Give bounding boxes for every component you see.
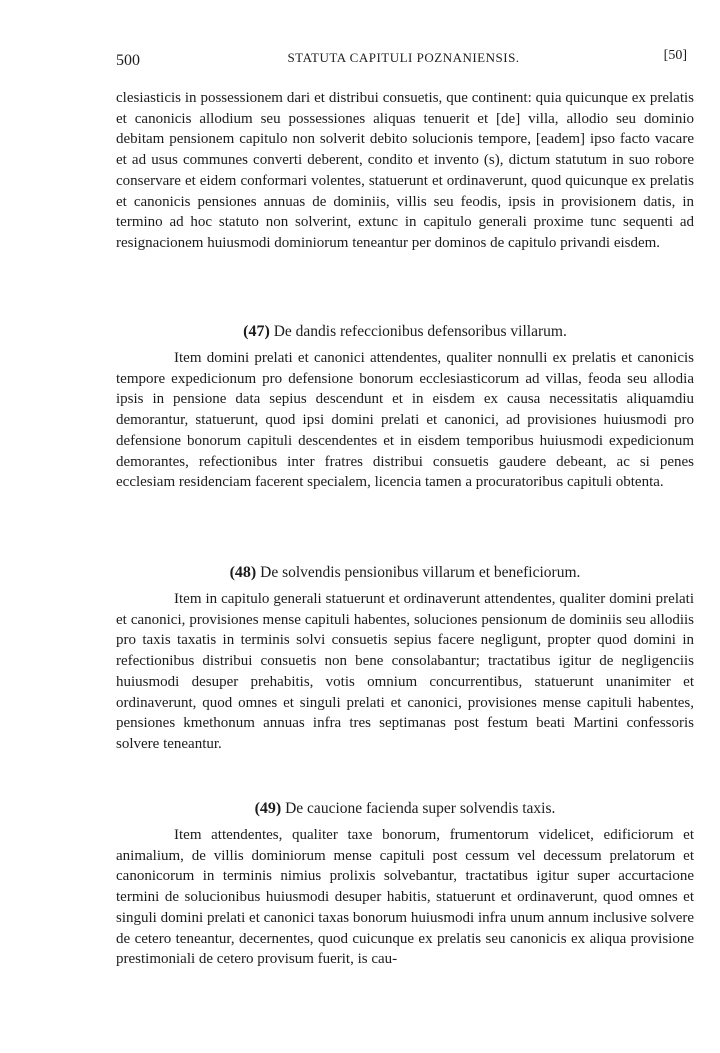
heading-48 — [116, 562, 694, 584]
running-header — [116, 48, 691, 72]
heading-47-number: (47) — [243, 323, 270, 340]
heading-49 — [116, 798, 694, 820]
heading-47-text: De dandis refeccionibus defensoribus villarum. — [273, 323, 567, 340]
paragraph-48: Item in capitulo generali statuerunt et ordinaverunt attendentes, qualiter domini prelati et canonici, provisiones mense capituli habentes, soluciones pensionum de dominiis seu allodiis pro taxis taxatis in terminis solvi consuetis sepius facere negligunt, propter quod domini in refectionibus distribui consuetis non bene consolabantur; tractatibus igitur de negligenciis huiusmodi desuper prehabitis, votis omnium concurrentibus, statuerunt unanimiter et ordinaverunt, quod omnes et singuli prelati et canonici, provisiones mense capituli habentes, pensiones kmethonum annuas infra tres septimanas post festum beati Martini confessoris solvere teneantur. — [116, 591, 694, 752]
page-number: 500 — [116, 52, 140, 69]
paragraph-47: Item domini prelati et canonici attendentes, qualiter nonnulli ex prelatis et canonicis tempore expedicionum pro defensione bonorum ecclesiasticorum ad villas, feoda seu allodia ipsis in pensione data sepius descendunt et in eisdem ex causa necessitatis aliquamdiu demorantur, statuerunt, quod ipsi domini prelati et canonici, ad provisiones huiusmodi pro defensione bonorum capituli descendentes et in eisdem temporibus huiusmodi expedicionum demorantes, refectionibus inter fratres distribui consuetis gaudere debeant, ac si penes ecclesiam residenciam facerent specialem, licencia tamen a procuratoribus capituli obtenta. — [116, 350, 694, 491]
heading-49-number: (49) — [254, 800, 282, 817]
heading-49-text: De caucione facienda super solvendis taxis. — [285, 800, 556, 817]
paragraph-49: Item attendentes, qualiter taxe bonorum, frumentorum videlicet, edificiorum et animalium, de villis dominiorum mense capituli post cessum vel decessum prelatorum et canonicorum in terminis nimius prolixis solvebantur, tractatibus igitur super accurtacione termini de solucionibus huiusmodi desuper habitis, statuerunt et ordinaverunt, quod omnes et singuli domini prelati et canonici taxas bonorum huiusmodi infra unum annum inclusive solvere de cetero teneantur, decernentes, quod cuicunque ex prelatis seu canonicis ex aliqua provisione prestimoniali de cetero provisum fuerit, is cau- — [116, 827, 694, 968]
section-number: [50] — [663, 48, 687, 63]
heading-48-text: De solvendis pensionibus villarum et beneficiorum. — [260, 564, 581, 581]
paragraph-continued: clesiasticis in possessionem dari et distribui consuetis, que continent: quia quicunque ex prelatis et canonicis allodium seu possessiones aliquas tenuerit et [de] villa, allodio seu dominio debitam pensionem capitulo non solverit debito solucionis tempore, [eadem] ipso facto vacare et ad usus communes converti deberent, condito et invento (s), dictum statutum in suo robore conservare et eidem conformari volentes, statuerunt et ordinaverunt, quod quicunque ex prelatis et canonicis pensiones annuas de dominiis, villis seu feodis, ipsis in provisionem datis, in termino ad hoc statuto non solverint, extunc in capitulo generali proxime tunc sequenti ad resignacionem huiusmodi dominiorum teneantur per dominos de capitulo privandi eisdem. — [116, 90, 694, 251]
heading-47 — [116, 321, 694, 343]
running-title: STATUTA CAPITULI POZNANIENSIS. — [287, 50, 520, 65]
heading-48-number: (48) — [229, 564, 257, 581]
